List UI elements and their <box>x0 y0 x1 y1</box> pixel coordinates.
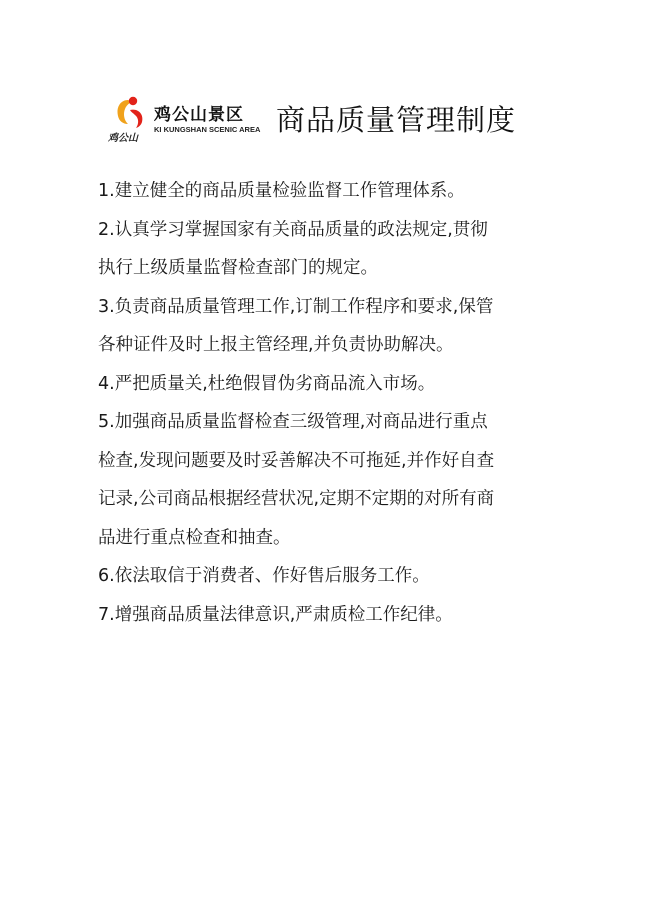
rule-item-1: 1.建立健全的商品质量检验监督工作管理体系。 <box>98 181 465 201</box>
rule-item-5: 5.加强商品质量监督检查三级管理,对商品进行重点 检查,发现问题要及时妥善解决不可拖延,并作好自查 记录,公司商品根据经营状况,定期不定期的对所有商 品进行重点检查和抽查。 <box>98 412 495 548</box>
rule-item-3: 3.负责商品质量管理工作,订制工作程序和要求,保管 各种证件及时上报主管经理,并负责协助解决。 <box>98 296 494 355</box>
rule-item-4: 4.严把质量关,杜绝假冒伪劣商品流入市场。 <box>98 373 436 394</box>
header <box>108 92 268 148</box>
rooster-logo-icon <box>108 94 152 146</box>
rules-list <box>98 172 556 634</box>
logo-calligraphy: 鸡公山 <box>108 133 138 144</box>
rule-item-2: 2.认真学习掌握国家有关商品质量的政法规定,贯彻 执行上级质量监督检查部门的规定。 <box>98 219 488 278</box>
document-title: 商品质量管理制度 <box>276 103 517 137</box>
logo-text <box>154 105 260 135</box>
rule-item-6: 6.依法取信于消费者、作好售后服务工作。 <box>98 566 430 586</box>
scenic-area-logo <box>108 92 268 148</box>
logo-name-en: KI KUNGSHAN SCENIC AREA <box>154 125 261 134</box>
logo-name-cn: 鸡公山景区 <box>154 105 244 125</box>
rule-item-7: 7.增强商品质量法律意识,严肃质检工作纪律。 <box>98 604 453 625</box>
